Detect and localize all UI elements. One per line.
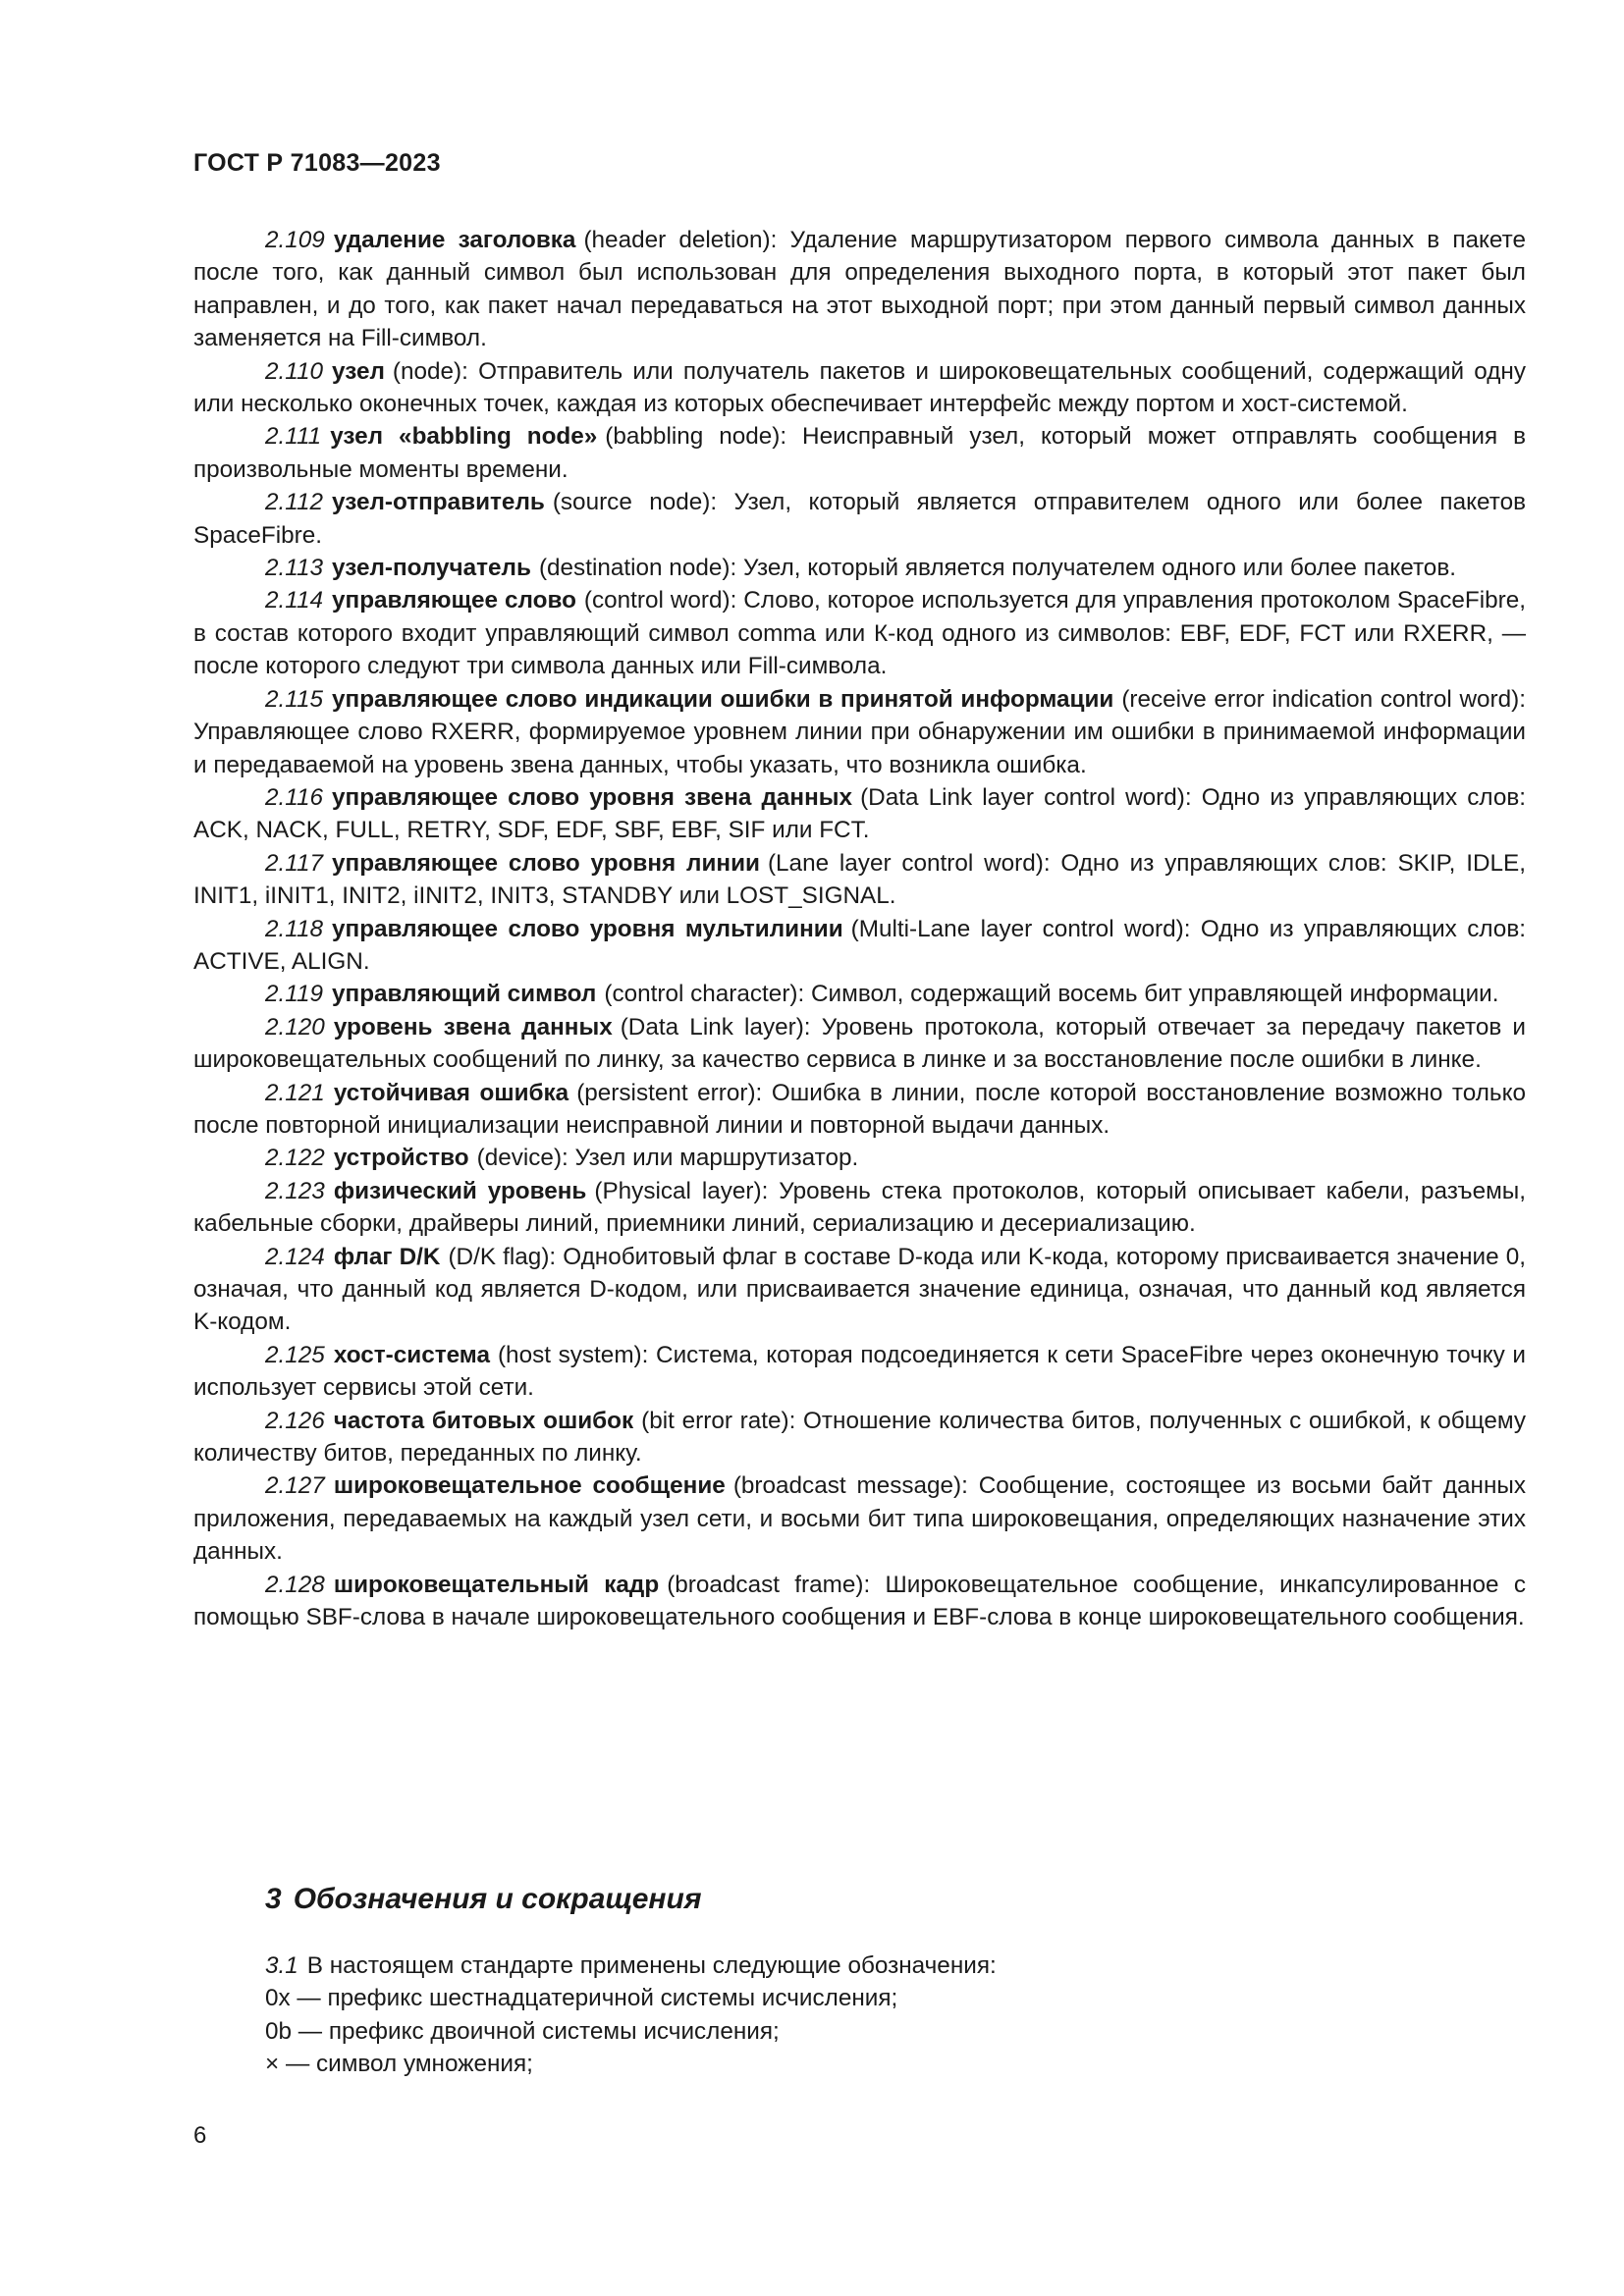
term-definition: (Data Link layer): Уровень протокола, который отвечает за передачу пакетов и широковещательных сообщений по линку, за качество сервиса в линке и за восстановление после ошибки в линке. bbox=[193, 1013, 1526, 1074]
term-number: 2.120 bbox=[265, 1013, 325, 1041]
term-number: 2.112 bbox=[265, 489, 323, 516]
term-definition: (destination node): Узел, который является получателем одного или более пакетов. bbox=[538, 555, 1456, 582]
section-title: Обозначения и сокращения bbox=[293, 1883, 702, 1915]
term-definition: (D/K flag): Однобитовый флаг в составе D-кода или K-кода, которому присваивается значение 0, означая, что данный код является D-кодом, или присваивается значение единица, означая, что данный код является K-кодом. bbox=[193, 1243, 1526, 1336]
term-name: управляющее слово уровня мультилинии bbox=[332, 915, 843, 942]
term-entry bbox=[193, 1241, 1526, 1339]
term-name: физический уровень bbox=[333, 1177, 587, 1204]
term-number: 2.118 bbox=[265, 915, 323, 942]
term-entry bbox=[193, 486, 1526, 552]
term-definition: (bit error rate): Отношение количества битов, полученных с ошибкой, к общему количеству битов, переданных по линку. bbox=[193, 1407, 1526, 1468]
term-definition: (Lane layer control word): Одно из управляющих слов: SKIP, IDLE, INIT1, iINIT1, INIT2, iINIT2, INIT3, STANDBY или LOST_SIGNAL. bbox=[193, 849, 1526, 910]
term-definition: (node): Отправитель или получатель пакетов и широковещательных сообщений, содержащий одну или несколько оконечных точек, каждая из которых обеспечивает интерфейс между портом и хост-системой. bbox=[193, 357, 1526, 418]
term-name: широковещательное сообщение bbox=[333, 1472, 726, 1500]
term-entry bbox=[193, 1011, 1526, 1077]
notation-item: 0b — префикс двоичной системы исчисления; bbox=[265, 2017, 780, 2045]
term-number: 2.127 bbox=[265, 1472, 325, 1500]
term-entry bbox=[193, 1175, 1526, 1241]
term-number: 2.125 bbox=[265, 1341, 325, 1368]
term-number: 2.109 bbox=[265, 227, 325, 253]
term-definition: (babbling node): Неисправный узел, который может отправлять сообщения в произвольные моменты времени. bbox=[193, 423, 1526, 483]
term-definition: (Multi-Lane layer control word): Одно из управляющих слов: ACTIVE, ALIGN. bbox=[193, 915, 1526, 975]
term-number: 2.110 bbox=[265, 357, 323, 385]
term-number: 2.123 bbox=[265, 1177, 325, 1204]
term-name: хост-система bbox=[333, 1341, 490, 1368]
terms-list bbox=[193, 224, 1526, 1633]
term-name: узел-отправитель bbox=[332, 489, 545, 516]
term-number: 2.119 bbox=[265, 981, 323, 1008]
term-entry bbox=[193, 1569, 1526, 1634]
term-name: управляющее слово уровня звена данных bbox=[332, 783, 853, 811]
term-entry bbox=[193, 355, 1526, 421]
clause-text: В настоящем стандарте применены следующие обозначения: bbox=[306, 1952, 997, 1979]
term-entry bbox=[193, 1077, 1526, 1143]
term-definition: (receive error indication control word): Управляющее слово RXERR, формируемое уровнем линии при обнаружении им ошибки в принимаемой информации и передаваемой на уровень звена данных, чтобы указать, что возникла ошибка. bbox=[193, 685, 1526, 778]
term-number: 2.115 bbox=[265, 685, 323, 713]
term-name: устройство bbox=[333, 1145, 469, 1172]
term-number: 2.122 bbox=[265, 1145, 325, 1172]
term-entry bbox=[193, 1339, 1526, 1405]
term-entry bbox=[193, 978, 1526, 1010]
term-definition: (persistent error): Ошибка в линии, после которой восстановление возможно только после повторной инициализации неисправной линии и повторной выдачи данных. bbox=[193, 1079, 1526, 1139]
term-number: 2.116 bbox=[265, 783, 323, 811]
term-number: 2.124 bbox=[265, 1243, 325, 1270]
term-definition: (broadcast frame): Широковещательное сообщение, инкапсулированное с помощью SBF-слова в начале широковещательного сообщения и EBF-слова в конце широковещательного сообщения. bbox=[193, 1571, 1526, 1631]
term-entry bbox=[193, 781, 1526, 847]
term-entry bbox=[193, 224, 1526, 355]
notation-item: × — символ умножения; bbox=[265, 2051, 533, 2078]
term-definition: (device): Узел или маршрутизатор. bbox=[476, 1145, 859, 1172]
notation-item: 0x — префикс шестнадцатеричной системы исчисления; bbox=[265, 1985, 898, 2012]
term-name: частота битовых ошибок bbox=[333, 1407, 634, 1434]
term-number: 2.114 bbox=[265, 587, 323, 614]
term-name: узел «babbling node» bbox=[330, 423, 598, 451]
notation-intro bbox=[193, 1949, 1526, 1982]
term-name: узел-получатель bbox=[332, 555, 531, 582]
term-definition: (control character): Символ, содержащий восемь бит управляющей информации. bbox=[604, 981, 1499, 1008]
term-name: управляющий символ bbox=[332, 981, 597, 1008]
term-entry bbox=[193, 1469, 1526, 1568]
term-entry bbox=[193, 1405, 1526, 1470]
term-number: 2.126 bbox=[265, 1407, 325, 1434]
clause-number: 3.1 bbox=[265, 1952, 298, 1979]
term-name: управляющее слово bbox=[332, 587, 576, 614]
term-number: 2.121 bbox=[265, 1079, 325, 1106]
term-entry bbox=[193, 847, 1526, 913]
term-definition: (broadcast message): Сообщение, состоящее из восьми байт данных приложения, передаваемых на каждый узел сети, и восьми бит типа широковещания, определяющих назначение этих данных. bbox=[193, 1472, 1526, 1566]
term-number: 2.111 bbox=[265, 423, 322, 451]
term-entry bbox=[193, 1142, 1526, 1174]
term-entry bbox=[193, 420, 1526, 486]
term-number: 2.128 bbox=[265, 1571, 325, 1598]
term-entry bbox=[193, 552, 1526, 584]
page-number: 6 bbox=[193, 2122, 207, 2149]
term-number: 2.117 bbox=[265, 849, 323, 877]
term-definition: (Physical layer): Уровень стека протоколов, который описывает кабели, разъемы, кабельные сборки, драйверы линий, приемники линий, сериализацию и десериализацию. bbox=[193, 1177, 1526, 1238]
term-definition: (host system): Система, которая подсоединяется к сети SpaceFibre через оконечную точку и использует сервисы этой сети. bbox=[193, 1341, 1526, 1402]
section-number: 3 bbox=[265, 1883, 282, 1915]
term-definition: (control word): Слово, которое используется для управления протоколом SpaceFibre, в состав которого входит управляющий символ comma или К-код одного из символов: EBF, EDF, FCT или RXERR, — после которого следуют три символа данных или Fill-символа. bbox=[193, 587, 1526, 680]
term-number: 2.113 bbox=[265, 555, 323, 582]
term-name: управляющее слово уровня линии bbox=[332, 849, 760, 877]
term-name: флаг D/K bbox=[333, 1243, 441, 1270]
document-header: ГОСТ Р 71083—2023 bbox=[193, 149, 441, 177]
term-definition: (header deletion): Удаление маршрутизатором первого символа данных в пакете после того, как данный символ был использован для определения выходного порта, в который этот пакет был направлен, и до того, как пакет начал передаваться на этот выходной порт; при этом данный первый символ данных заменяется на Fill-символ. bbox=[193, 227, 1526, 352]
notation-block bbox=[193, 1949, 1526, 2081]
section-heading bbox=[265, 1883, 702, 1916]
term-name: узел bbox=[332, 357, 385, 385]
term-entry bbox=[193, 683, 1526, 781]
term-name: управляющее слово индикации ошибки в принятой информации bbox=[332, 685, 1114, 713]
term-entry bbox=[193, 584, 1526, 682]
term-name: устойчивая ошибка bbox=[333, 1079, 569, 1106]
term-definition: (source node): Узел, который является отправителем одного или более пакетов SpaceFibre. bbox=[193, 489, 1526, 549]
term-name: удаление заголовка bbox=[333, 227, 576, 253]
term-entry bbox=[193, 913, 1526, 979]
term-name: уровень звена данных bbox=[333, 1013, 613, 1041]
term-definition: (Data Link layer control word): Одно из управляющих слов: ACK, NACK, FULL, RETRY, SDF, EDF, SBF, EBF, SIF или FCT. bbox=[193, 783, 1526, 844]
term-name: широковещательный кадр bbox=[333, 1571, 660, 1598]
